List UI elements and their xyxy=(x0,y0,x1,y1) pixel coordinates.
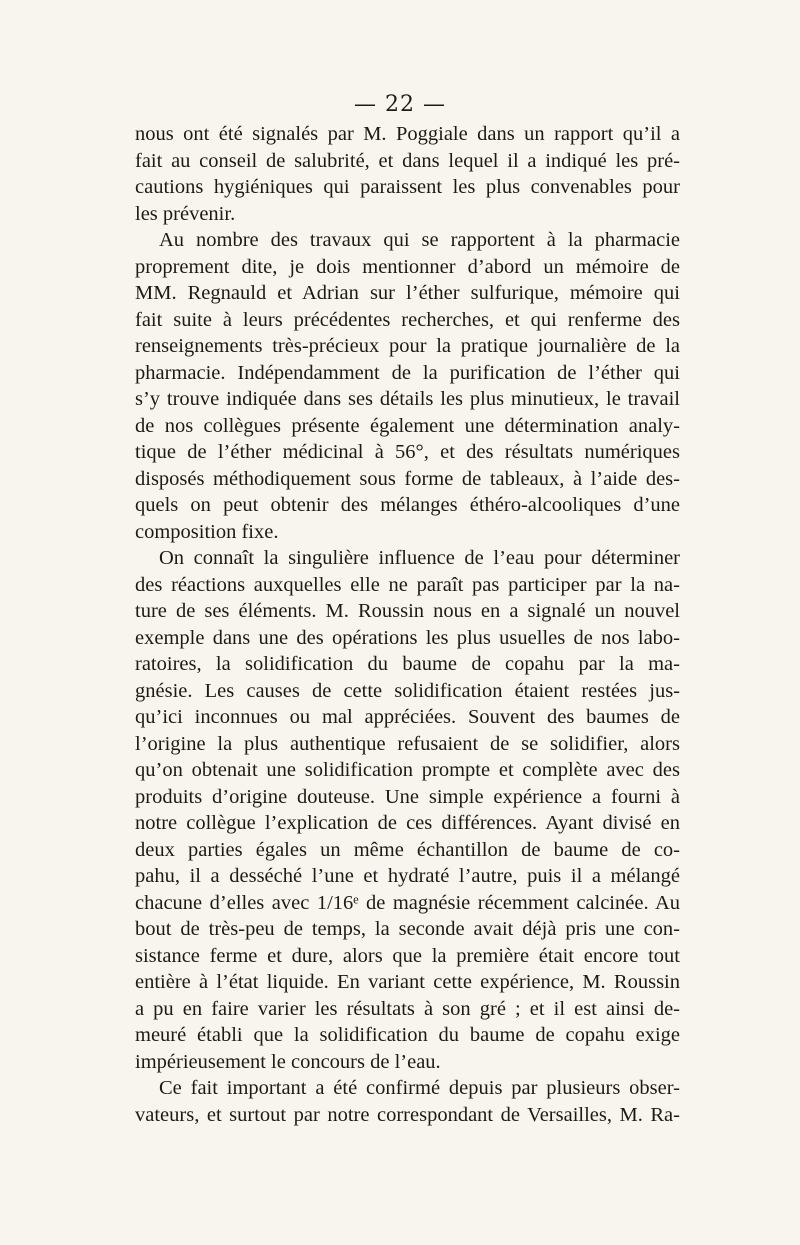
text-line: fait au conseil de salubrité, et dans lequel il a indiqué les pré- xyxy=(135,149,680,172)
text-line: qu’ici inconnues ou mal appréciées. Souvent des baumes de xyxy=(135,706,680,728)
text-line: nous ont été signalés par M. Poggiale dans un rapport qu’il a xyxy=(135,123,680,145)
text-line: Au nombre des travaux qui se rapportent à la pharmacie xyxy=(159,229,680,251)
text-line: fait suite à leurs précédentes recherches, et qui renferme des xyxy=(135,308,680,331)
text-line: bout de très-peu de temps, la seconde avait déjà pris une con- xyxy=(135,918,680,940)
text-line: ratoires, la solidification du baume de copahu par la ma- xyxy=(135,653,680,675)
text-line: chacune d’elles avec 1/16ᵉ de magnésie récemment calcinée. Au xyxy=(135,891,680,914)
text-line: gnésie. Les causes de cette solidification étaient restées jus- xyxy=(135,679,680,702)
text-line: vateurs, et surtout par notre correspondant de Versailles, M. Ra- xyxy=(135,1103,680,1126)
text-line: pharmacie. Indépendamment de la purification de l’éther qui xyxy=(135,361,680,384)
page-number: — 22 — xyxy=(354,92,446,117)
text-line: s’y trouve indiquée dans ses détails les plus minutieux, le travail xyxy=(135,388,680,410)
text-line: disposés méthodiquement sous forme de tableaux, à l’aide des- xyxy=(135,467,680,490)
text-line: l’origine la plus authentique refusaient de se solidifier, alors xyxy=(135,732,680,755)
text-line: ture de ses éléments. M. Roussin nous en a signalé un nouvel xyxy=(135,600,680,622)
text-line: pahu, il a desséché l’une et hydraté l’autre, puis il a mélangé xyxy=(135,865,680,887)
text-line: composition fixe. xyxy=(135,520,279,543)
text-line: notre collègue l’explication de ces différences. Ayant divisé en xyxy=(135,812,680,834)
text-line: entière à l’état liquide. En variant cette expérience, M. Roussin xyxy=(135,971,680,993)
text-line: sistance ferme et dure, alors que la première était encore tout xyxy=(135,944,680,967)
text-line: impérieusement le concours de l’eau. xyxy=(135,1050,441,1073)
text-line: qu’on obtenait une solidification prompte et complète avec des xyxy=(135,759,680,781)
text-line: Ce fait important a été confirmé depuis par plusieurs obser- xyxy=(159,1077,680,1099)
body-text xyxy=(135,121,680,1128)
text-line: exemple dans une des opérations les plus usuelles de nos labo- xyxy=(135,626,680,649)
text-line: meuré établi que la solidification du baume de copahu exige xyxy=(135,1024,680,1046)
text-line: les prévenir. xyxy=(135,202,236,225)
text-line: de nos collègues présente également une détermination analy- xyxy=(135,414,680,437)
text-line: a pu en faire varier les résultats à son gré ; et il est ainsi de- xyxy=(135,997,680,1020)
text-line: cautions hygiéniques qui paraissent les plus convenables pour xyxy=(135,176,680,198)
text-line: proprement dite, je dois mentionner d’abord un mémoire de xyxy=(135,255,680,278)
text-line: tique de l’éther médicinal à 56°, et des résultats numériques xyxy=(135,441,680,463)
text-line: produits d’origine douteuse. Une simple expérience a fourni à xyxy=(135,785,680,808)
text-line: quels on peut obtenir des mélanges éthéro-alcooliques d’une xyxy=(135,494,680,516)
text-line: MM. Regnauld et Adrian sur l’éther sulfurique, mémoire qui xyxy=(135,282,680,304)
text-line: On connaît la singulière influence de l’eau pour déterminer xyxy=(159,547,680,569)
text-line: des réactions auxquelles elle ne paraît pas participer par la na- xyxy=(135,573,680,596)
text-line: deux parties égales un même échantillon de baume de co- xyxy=(135,838,680,861)
text-line: renseignements très-précieux pour la pratique journalière de la xyxy=(135,335,680,357)
